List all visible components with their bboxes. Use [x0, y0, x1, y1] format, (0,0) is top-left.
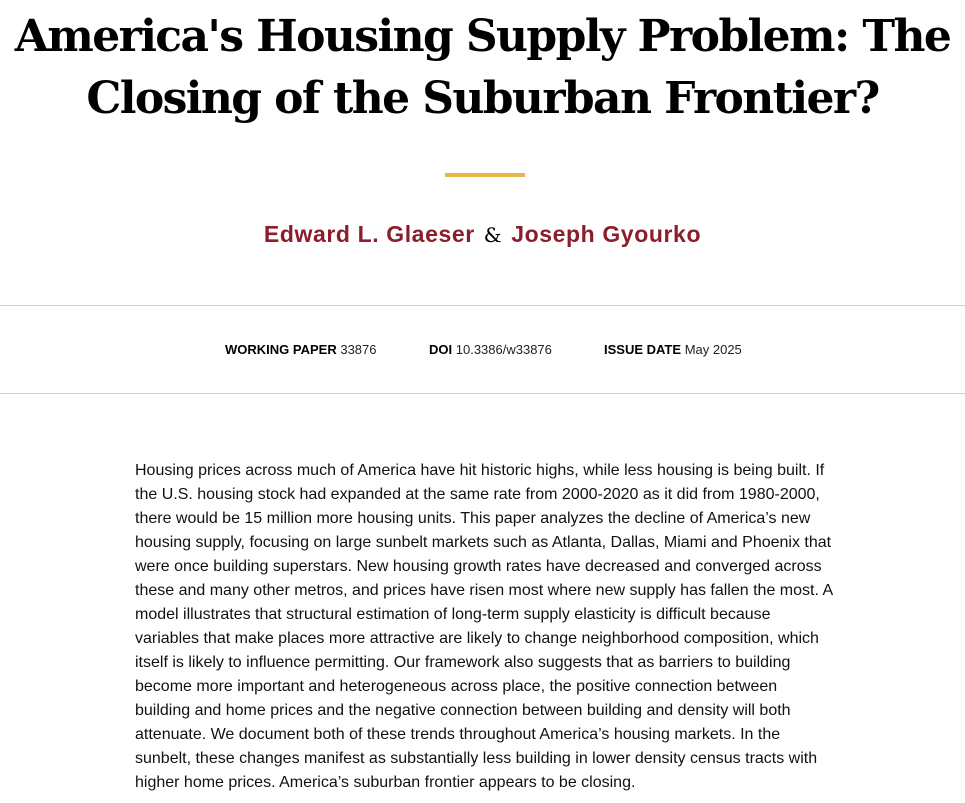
abstract-line: attenuate. We document both of these trends throughout America’s housing markets. In the: [135, 726, 781, 743]
abstract-line: Housing prices across much of America have hit historic highs, while less housing is being built. If: [135, 462, 825, 479]
author-link-gyourko[interactable]: Joseph Gyourko: [511, 221, 702, 247]
title-line-1: America's Housing Supply Problem: The: [14, 11, 951, 62]
accent-rule: [445, 173, 525, 177]
abstract-line: become more important and heterogeneous across place, the positive connection between: [135, 678, 778, 695]
doi-label: DOI: [429, 342, 453, 357]
abstract-line: sunbelt, these changes manifest as substantially less building in lower density census tracts with: [135, 750, 818, 767]
abstract-line: higher home prices. America’s suburban frontier appears to be closing.: [135, 774, 636, 791]
abstract-line: these and many other metros, and prices have risen most where new supply has fallen the most. A: [135, 582, 834, 599]
page-title: [0, 6, 965, 130]
issue-date-info: [604, 341, 742, 359]
abstract-line: the U.S. housing stock had expanded at the same rate from 2000-2020 as it did from 1980-2000,: [135, 486, 820, 503]
working-paper-label: WORKING PAPER: [225, 342, 337, 357]
abstract-line: variables that make places more attractive are likely to change neighborhood composition, which: [135, 630, 819, 647]
working-paper-number: 33876: [340, 342, 377, 357]
author-link-glaeser[interactable]: Edward L. Glaeser: [263, 221, 475, 247]
abstract-line: there would be 15 million more housing units. This paper analyzes the decline of America’s new: [135, 510, 811, 527]
abstract-line: itself is likely to influence permitting. Our framework also suggests that as barriers to building: [135, 654, 791, 671]
abstract-line: were once building superstars. New housing growth rates have decreased and converged across: [135, 558, 822, 575]
doi-info: [429, 341, 552, 359]
divider-top: [0, 305, 965, 306]
abstract-line: model illustrates that structural estimation of long-term supply elasticity is difficult because: [135, 606, 771, 623]
abstract-line: building and home prices and the negative connection between building and density will both: [135, 702, 791, 719]
author-separator: &: [483, 223, 503, 247]
issue-date-label: ISSUE DATE: [604, 342, 682, 357]
divider-bottom: [0, 393, 965, 394]
author-list: [0, 219, 965, 250]
title-line-2: Closing of the Suburban Frontier?: [86, 73, 879, 124]
working-paper-info: [225, 341, 377, 359]
doi-value: 10.3386/w33876: [455, 342, 552, 357]
abstract-text: [135, 459, 845, 795]
issue-date-value: May 2025: [684, 342, 742, 357]
paper-metadata: [0, 341, 965, 359]
abstract-line: housing supply, focusing on large sunbelt markets such as Atlanta, Dallas, Miami and Phoenix that: [135, 534, 832, 551]
